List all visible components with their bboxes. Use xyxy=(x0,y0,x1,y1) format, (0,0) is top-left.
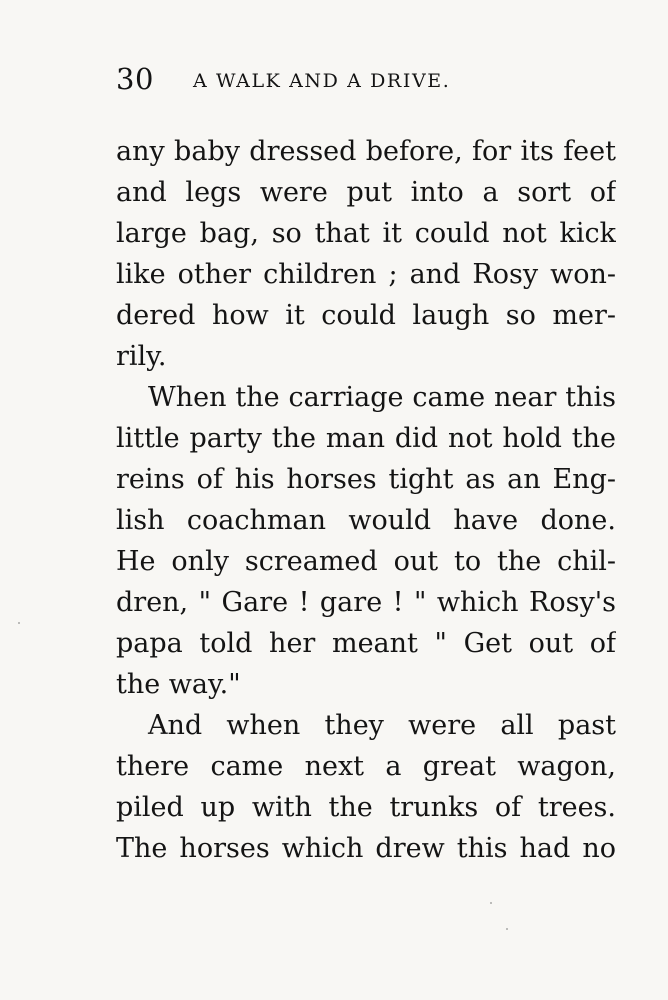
paper-speck xyxy=(506,928,508,930)
text-line: little party the man did not hold the xyxy=(116,423,616,454)
text-line: dered how it could laugh so mer- xyxy=(116,300,616,331)
text-line: like other children ; and Rosy won- xyxy=(116,259,616,290)
text-line: lish coachman would have done. xyxy=(116,505,616,536)
text-line: any baby dressed before, for its feet xyxy=(116,136,616,167)
paragraph-start-line: When the carriage came near this xyxy=(148,382,616,413)
body-text xyxy=(116,131,616,869)
paper-speck xyxy=(18,622,20,624)
text-line: reins of his horses tight as an Eng- xyxy=(116,464,616,495)
text-line: papa told her meant " Get out of xyxy=(116,628,616,659)
text-line: He only screamed out to the chil- xyxy=(116,546,616,577)
text-line: there came next a great wagon, xyxy=(116,751,616,782)
paper-speck xyxy=(490,902,492,904)
text-line: and legs were put into a sort of xyxy=(116,177,616,208)
page-header xyxy=(116,62,576,102)
text-line: large bag, so that it could not kick xyxy=(116,218,616,249)
running-head: A WALK AND A DRIVE. xyxy=(193,70,451,92)
text-line: piled up with the trunks of trees. xyxy=(116,792,616,823)
text-line: dren, " Gare ! gare ! " which Rosy's xyxy=(116,587,616,618)
text-line: The horses which drew this had no xyxy=(116,833,616,864)
paragraph-start-line: And when they were all past xyxy=(148,710,616,741)
text-line: rily. xyxy=(116,341,167,372)
page-number: 30 xyxy=(116,62,154,96)
text-line: the way." xyxy=(116,669,241,700)
